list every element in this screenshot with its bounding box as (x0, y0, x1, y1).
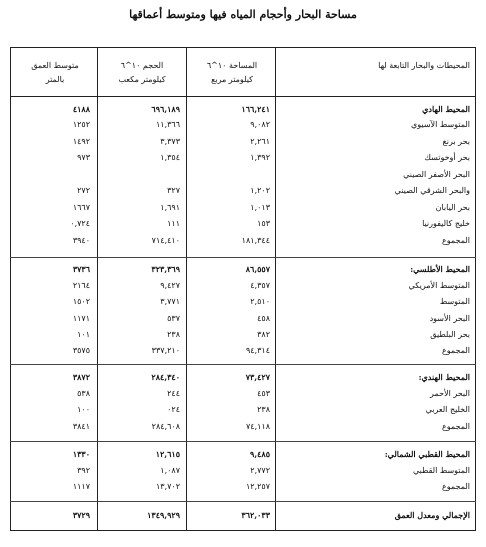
row-area: ٧٤,١١٨ (245, 422, 270, 431)
row-depth: ٣٧٣٦ (72, 264, 90, 274)
row-depth: ٤١٨٨ (72, 104, 90, 114)
row-depth: ٣٩٤٠ (72, 236, 90, 245)
row-area: ١٢,٢٥٧ (245, 482, 270, 491)
row-depth: ٣٨٧٢ (72, 372, 90, 382)
row-volume: ٣٢٣,٣٦٩ (151, 264, 180, 274)
row-volume: ٧١٤,٤١٠ (151, 236, 180, 245)
column-divider (186, 47, 187, 531)
row-volume: ١,٣٥٤ (160, 153, 180, 162)
row-area: ٧٣,٤٢٧ (245, 372, 270, 382)
row-volume: ٢٨٤,٣٤٠ (151, 372, 180, 382)
row-name: المتوسط الآسيوي (411, 120, 470, 129)
row-area: ٩,٤٨٥ (250, 449, 270, 459)
page-title: مساحة البحار وأحجام المياه فيها ومتوسط أعماقها (129, 8, 357, 21)
row-area: ٩,٠٨٢ (250, 120, 270, 129)
row-volume: ١٣٤٩,٩٢٩ (147, 510, 180, 520)
row-volume: ١١,٣٦٦ (155, 120, 180, 129)
row-depth: ١١٧١ (72, 314, 90, 323)
row-volume: ٥٣٧ (167, 314, 180, 323)
row-volume: ٣٣٧,٢١٠ (151, 346, 180, 355)
row-volume: ٣,٣٧٣ (160, 137, 180, 146)
row-area: ٢,٧٧٢ (250, 466, 270, 475)
row-name: والبحر الشرقي الصيني (394, 186, 470, 195)
header-area-line2: كيلومتر مربع (211, 75, 253, 84)
row-name: المحيط الأطلسي: (410, 264, 470, 274)
row-name: المحيط الهادي (422, 104, 470, 114)
row-area: ٩٤,٣١٤ (245, 346, 270, 355)
row-volume: ٢٨٤,٦٠٨ (151, 422, 180, 431)
section-divider (10, 257, 476, 258)
row-volume: ١,٠٨٧ (160, 466, 180, 475)
header-volume-line1: الحجم ١٠^٦ (120, 61, 164, 70)
row-depth: ٢٧٢ (77, 186, 90, 195)
row-volume: ٩,٤٢٧ (160, 281, 180, 290)
row-depth: ١٤٩٢ (72, 137, 90, 146)
row-name: بحر برنغ (442, 137, 470, 146)
row-area: ٣٨٢ (257, 330, 270, 339)
row-area: ١,٠١٣ (250, 203, 270, 212)
row-area: ٤٥٨ (257, 314, 270, 323)
row-name: المجموع (442, 422, 470, 431)
row-area: ٤,٣٥٧ (250, 281, 270, 290)
row-volume: ١٢,٦١٥ (155, 449, 180, 459)
row-depth: ١٢٥٢ (72, 120, 90, 129)
row-volume: ٢٤٤ (167, 389, 180, 398)
row-name: المحيط القطبي الشمالي: (384, 449, 470, 459)
header-area-line1: المساحة ١٠^٦ (206, 61, 258, 70)
row-depth: ٢١٦٤ (72, 281, 90, 290)
row-area: ٢,٢٦١ (250, 137, 270, 146)
row-name: الإجمالي ومعدل العمق (394, 510, 470, 520)
row-area: ١٦٦,٢٤١ (241, 104, 270, 114)
header-depth-line1: متوسط العمق (31, 61, 79, 70)
row-depth: ٣٥٧٥ (72, 346, 90, 355)
row-volume: ٣٢٧ (167, 186, 180, 195)
row-name: البحر الأسود (429, 314, 470, 323)
row-area: ٢٣٨ (257, 405, 270, 414)
row-depth: ١٠٠ (77, 405, 90, 414)
row-name: المجموع (442, 346, 470, 355)
row-area: ٨٦,٥٥٧ (245, 264, 270, 274)
row-name: بحر أوخوتسك (424, 153, 470, 162)
row-depth: ٣٧٢٩ (72, 510, 90, 520)
row-name: المجموع (442, 482, 470, 491)
section-divider (10, 501, 476, 502)
row-volume: ٦٩٦,١٨٩ (151, 104, 180, 114)
row-name: الخليج العربي (425, 405, 470, 414)
header-volume-line2: كيلومتر مكعب (118, 75, 166, 84)
row-area: ٢,٥١٠ (250, 297, 270, 306)
row-name: المتوسط الأمريكي (408, 281, 470, 290)
row-name: بحر البلطيق (430, 330, 470, 339)
row-area: ١٨١,٣٤٤ (241, 236, 270, 245)
column-divider (97, 47, 98, 531)
row-depth: ٥٣٨ (77, 389, 90, 398)
row-volume: ١,٦٩١ (160, 203, 180, 212)
row-name: بحر اليابان (435, 203, 470, 212)
section-divider (10, 364, 476, 365)
header-name: المحيطات والبحار التابعة لها (378, 61, 470, 70)
row-name: المتوسط (439, 297, 470, 306)
row-name: البحر الأحمر (430, 389, 470, 398)
row-depth: ١٣٣٠ (72, 449, 90, 459)
row-name: المتوسط القطبي (412, 466, 470, 475)
row-name: المحيط الهندي: (418, 372, 470, 382)
row-depth: ٣٨٤١ (72, 422, 90, 431)
row-depth: ٠,٧٢٤ (70, 219, 90, 228)
row-volume: ١٣,٧٠٢ (155, 482, 180, 491)
row-name: خليج كاليفورنيا (422, 219, 470, 228)
row-depth: ٩٧٣ (77, 153, 90, 162)
row-depth: ٣٩٢ (77, 466, 90, 475)
header-depth-line2: بالمتر (45, 75, 65, 84)
row-name: البحر الأصفر الصيني (403, 170, 470, 179)
row-area: ١,٣٩٢ (250, 153, 270, 162)
row-area: ١,٢٠٢ (250, 186, 270, 195)
row-volume: ٣,٧٧١ (160, 297, 180, 306)
row-area: ١٥٣ (257, 219, 270, 228)
row-depth: ١٥٠٢ (72, 297, 90, 306)
row-area: ٤٥٣ (257, 389, 270, 398)
row-volume: ١١١ (167, 219, 180, 228)
row-area: ٣٦٢,٠٣٣ (241, 510, 270, 520)
row-depth: ١٦٦٧ (72, 203, 90, 212)
row-depth: ١٠١ (77, 330, 90, 339)
row-volume: ٢٣٨ (167, 330, 180, 339)
row-depth: ١١١٧ (72, 482, 90, 491)
row-volume: ٠٢٤ (167, 405, 180, 414)
column-divider (275, 47, 276, 531)
header-divider (10, 96, 476, 97)
row-name: المجموع (442, 236, 470, 245)
section-divider (10, 441, 476, 442)
